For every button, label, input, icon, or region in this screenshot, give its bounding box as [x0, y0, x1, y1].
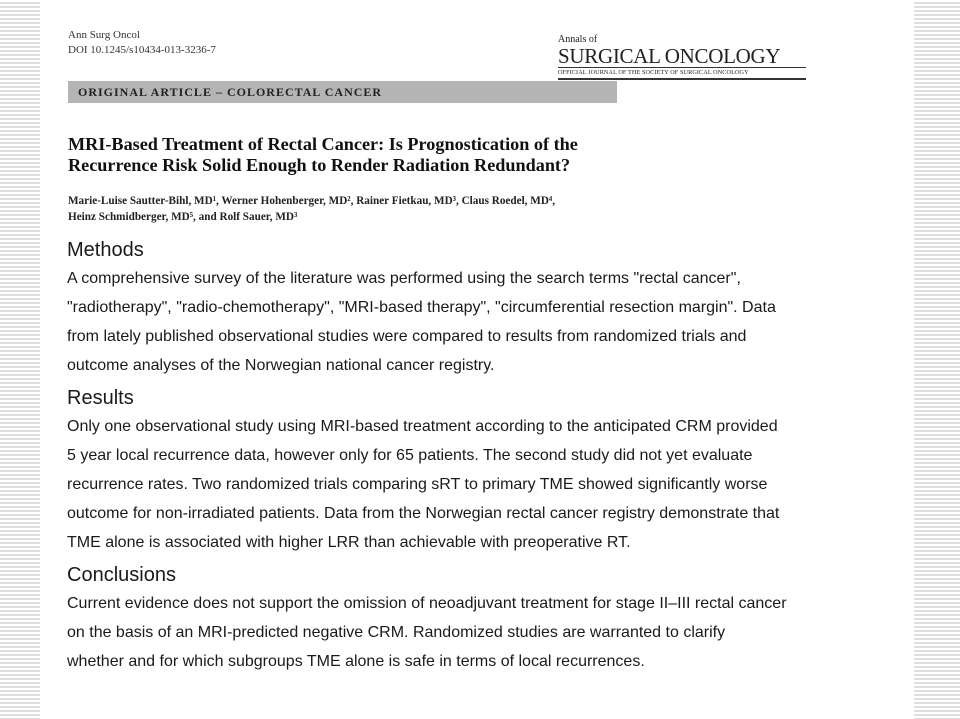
section-banner	[68, 81, 617, 103]
results-section	[67, 384, 897, 557]
results-line: recurrence rates. Two randomized trials comparing sRT to primary TME showed significantly worse	[67, 476, 768, 493]
results-line: 5 year local recurrence data, however only for 65 patients. The second study did not yet evaluate	[67, 447, 753, 464]
logo-subtitle: OFFICIAL JOURNAL OF THE SOCIETY OF SURGICAL ONCOLOGY	[558, 68, 806, 80]
conclusions-line: on the basis of an MRI-predicted negative CRM. Randomized studies are warranted to clarify	[67, 624, 726, 641]
methods-section	[67, 236, 897, 380]
results-line: Only one observational study using MRI-based treatment according to the anticipated CRM provided	[67, 418, 778, 435]
methods-line: "radiotherapy", "radio-chemotherapy", "MRI-based therapy", "circumferential resection margin". Data	[67, 299, 776, 316]
right-striped-margin	[914, 0, 960, 719]
author-line: Marie-Luise Sautter-Bihl, MD¹, Werner Hohenberger, MD², Rainer Fietkau, MD³, Claus Roedel, MD⁴,	[68, 195, 556, 207]
title-line: MRI-Based Treatment of Rectal Cancer: Is Prognostication of the	[68, 134, 578, 154]
results-line: outcome for non-irradiated patients. Data from the Norwegian rectal cancer registry demonstrate that	[67, 505, 780, 522]
article-title	[68, 134, 808, 176]
methods-heading: Methods	[67, 239, 144, 261]
methods-line: outcome analyses of the Norwegian national cancer registry.	[67, 357, 495, 374]
section-banner-label: ORIGINAL ARTICLE – COLORECTAL CANCER	[78, 85, 383, 99]
conclusions-line: Current evidence does not support the omission of neoadjuvant treatment for stage II–III rectal cancer	[67, 595, 787, 612]
title-line: Recurrence Risk Solid Enough to Render Radiation Redundant?	[68, 155, 571, 175]
author-line: Heinz Schmidberger, MD⁵, and Rolf Sauer, MD³	[68, 211, 298, 223]
journal-citation-block	[68, 28, 216, 58]
logo-prefix: Annals of	[558, 34, 598, 45]
methods-line: A comprehensive survey of the literature was performed using the search terms "rectal cancer",	[67, 270, 741, 287]
conclusions-line: whether and for which subgroups TME alone is safe in terms of local recurrences.	[67, 653, 645, 670]
abstract-body	[67, 236, 897, 680]
journal-citation: Ann Surg Oncol	[68, 29, 140, 41]
conclusions-section	[67, 561, 897, 676]
results-line: TME alone is associated with higher LRR than achievable with preoperative RT.	[67, 534, 631, 551]
logo-name: SURGICAL ONCOLOGY	[558, 45, 806, 68]
left-striped-margin	[0, 0, 40, 719]
conclusions-heading: Conclusions	[67, 564, 176, 586]
methods-line: from lately published observational studies were compared to results from randomized trials and	[67, 328, 747, 345]
journal-doi: DOI 10.1245/s10434-013-3236-7	[68, 44, 216, 56]
author-list	[68, 193, 808, 225]
results-heading: Results	[67, 387, 134, 409]
journal-logo	[558, 34, 806, 80]
